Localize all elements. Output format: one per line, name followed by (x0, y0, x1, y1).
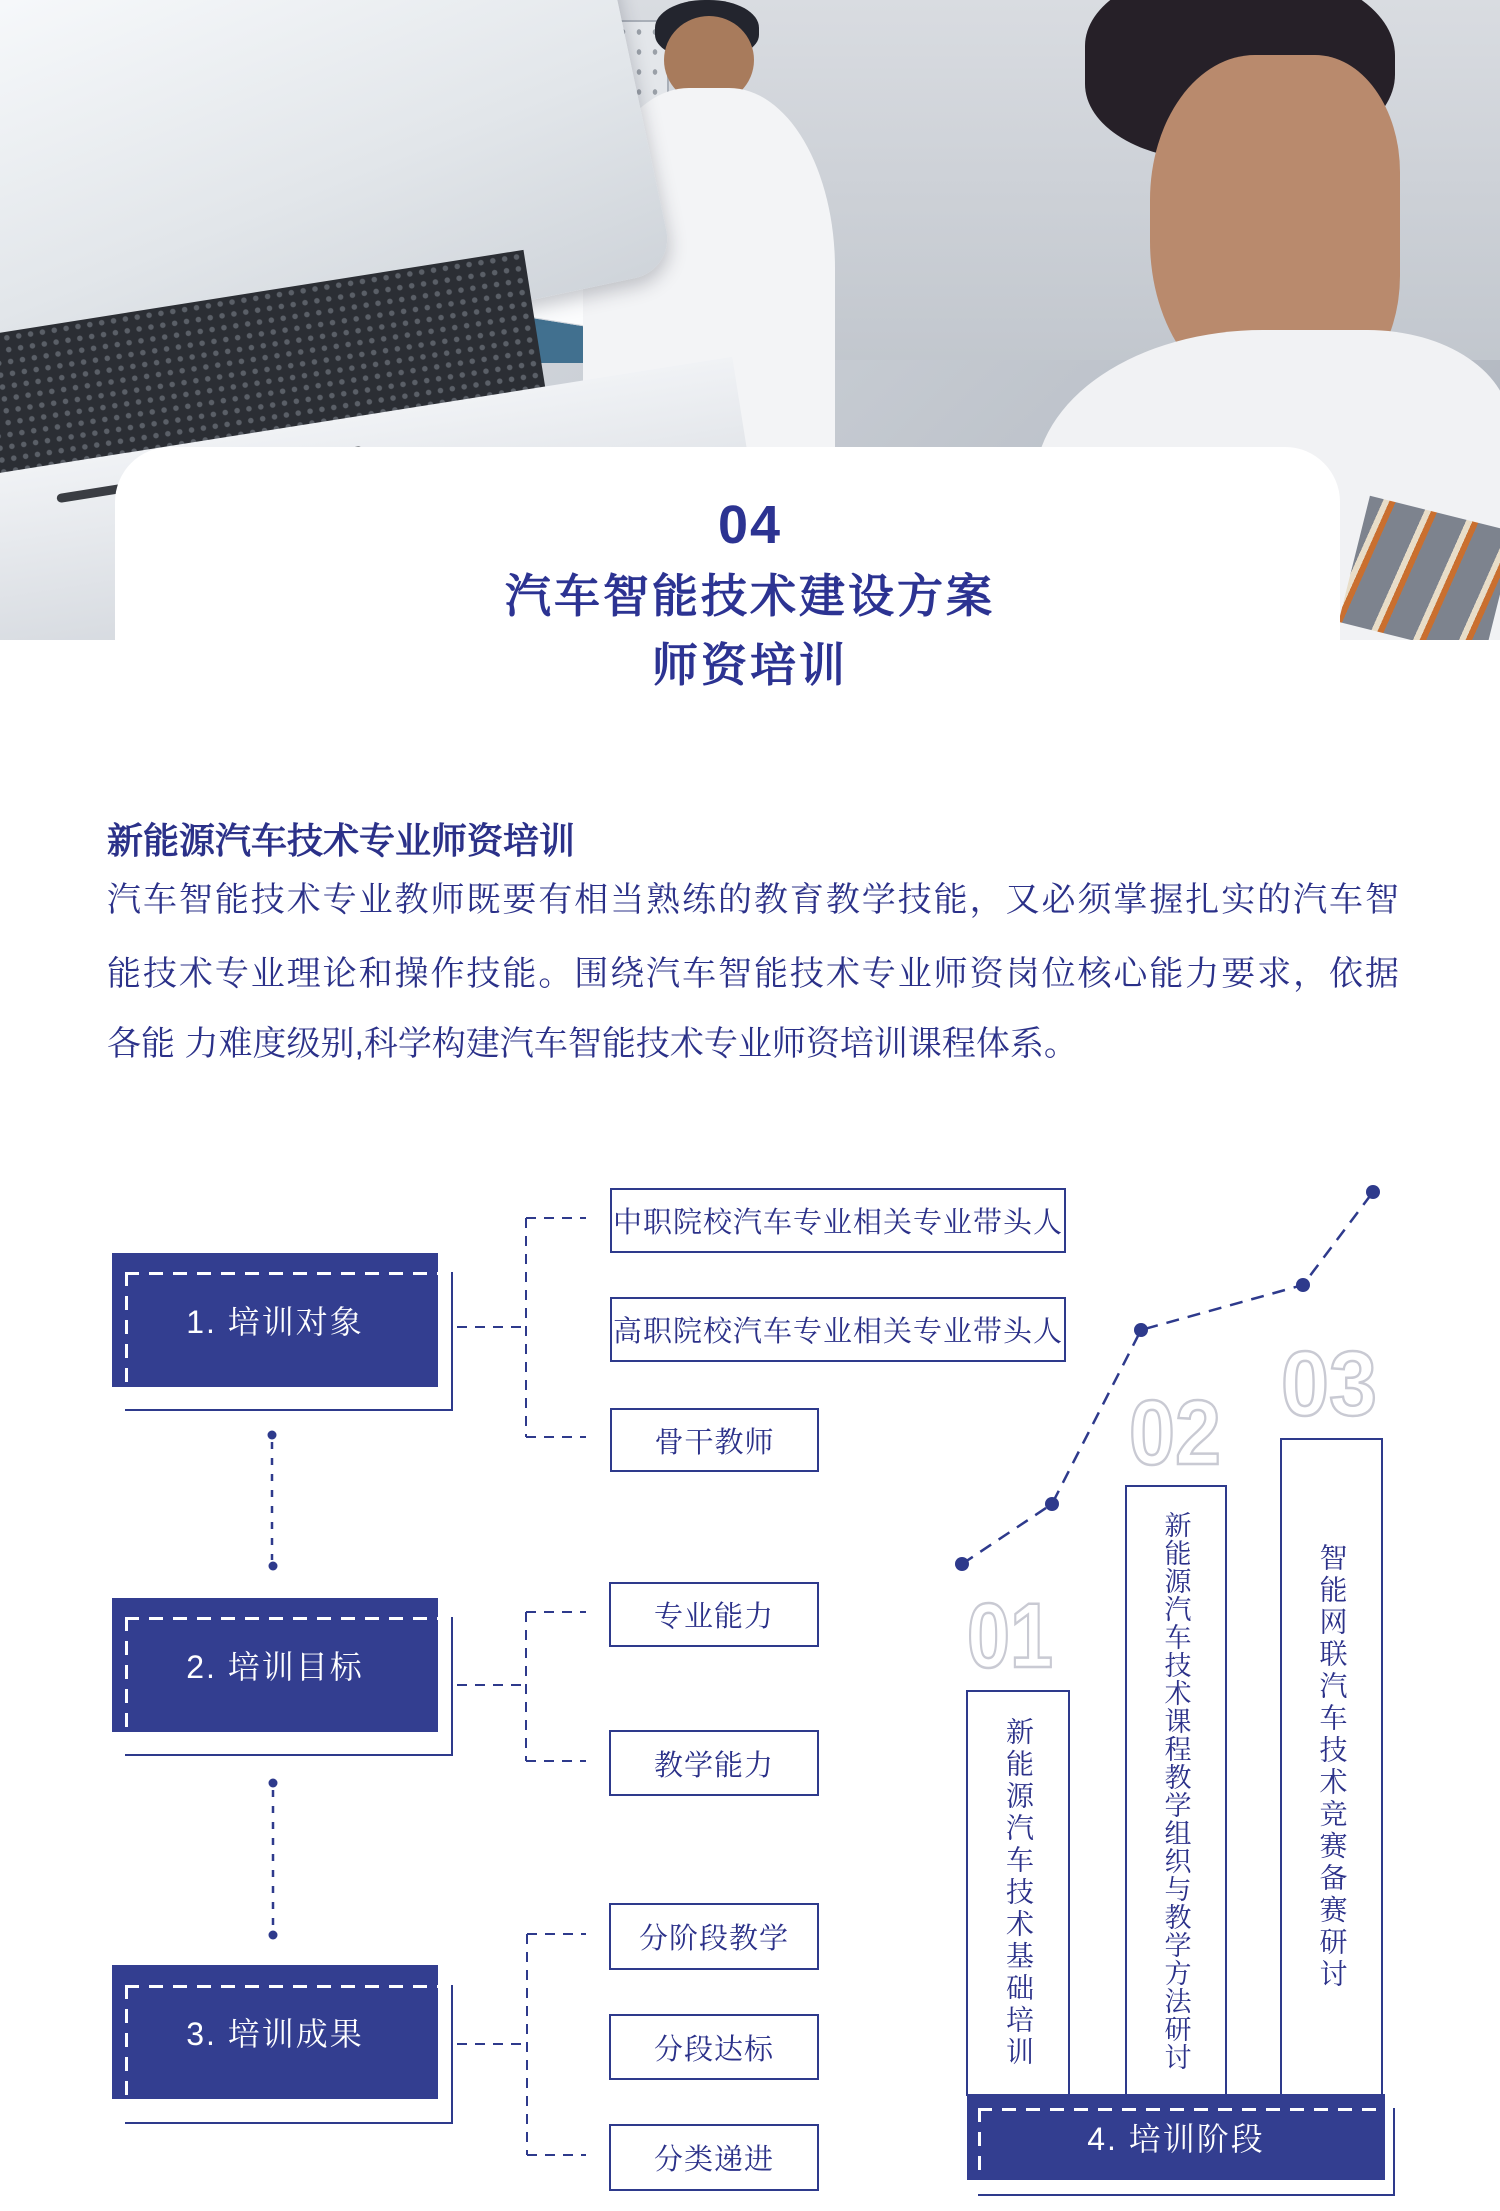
bracket-group2 (457, 1612, 586, 1761)
group-label-training-targets: 1. 培训对象 (112, 1253, 438, 1387)
list-item: 高职院校汽车专业相关专业带头人 (610, 1297, 1066, 1362)
step-number-02: 02 (1129, 1382, 1221, 1484)
dashed-accent (978, 2108, 981, 2180)
dashed-accent (125, 1272, 128, 1387)
intro-text-line: 汽车智能技术专业教师既要有相当熟练的教育教学技能，又必须掌握扎实的汽车智 (107, 881, 1399, 919)
intro-heading: 新能源汽车技术专业师资培训 (107, 820, 576, 861)
list-item: 骨干教师 (610, 1408, 819, 1472)
dashed-accent (978, 2108, 1385, 2111)
stage-bar-1: 新能源汽车技术基础培训 (966, 1690, 1070, 2096)
group-label-training-goals: 2. 培训目标 (112, 1598, 438, 1732)
group-outline (125, 1272, 453, 1411)
dashed-accent (125, 1617, 438, 1620)
list-item: 教学能力 (609, 1730, 819, 1796)
list-item: 中职院校汽车专业相关专业带头人 (610, 1188, 1066, 1253)
bracket-group1 (457, 1218, 586, 1437)
step-number-03: 03 (1281, 1333, 1377, 1435)
list-item: 分阶段教学 (609, 1903, 819, 1970)
dashed-accent (125, 1272, 438, 1275)
list-item: 分段达标 (609, 2014, 819, 2080)
dashed-accent (125, 1617, 128, 1732)
stage-footer-outline (978, 2108, 1395, 2196)
group-outline (125, 1617, 453, 1756)
list-item: 分类递进 (609, 2124, 819, 2191)
page-title: 汽车智能技术建设方案 (505, 570, 995, 622)
dashed-accent (125, 1985, 128, 2100)
page-subtitle: 师资培训 (652, 639, 848, 691)
bracket-group3 (457, 1934, 586, 2155)
group-label-training-results: 3. 培训成果 (112, 1965, 438, 2099)
group-outline (125, 1985, 453, 2124)
stage-bar-2: 新能源汽车技术课程教学组织与教学方法研讨 (1125, 1485, 1227, 2096)
dashed-accent (125, 1985, 438, 1988)
step-number-01: 01 (967, 1585, 1053, 1687)
stage-footer-label: 4. 培训阶段 (967, 2094, 1385, 2180)
list-item: 专业能力 (609, 1582, 819, 1647)
stage-bar-3: 智能网联汽车技术竞赛备赛研讨 (1280, 1438, 1383, 2096)
intro-text-line: 能技术专业理论和操作技能。围绕汽车智能技术专业师资岗位核心能力要求，依据 (107, 955, 1399, 993)
intro-text-line: 各能 力难度级别,科学构建汽车智能技术专业师资培训课程体系。 (107, 1025, 1078, 1063)
section-number: 04 (717, 495, 783, 555)
